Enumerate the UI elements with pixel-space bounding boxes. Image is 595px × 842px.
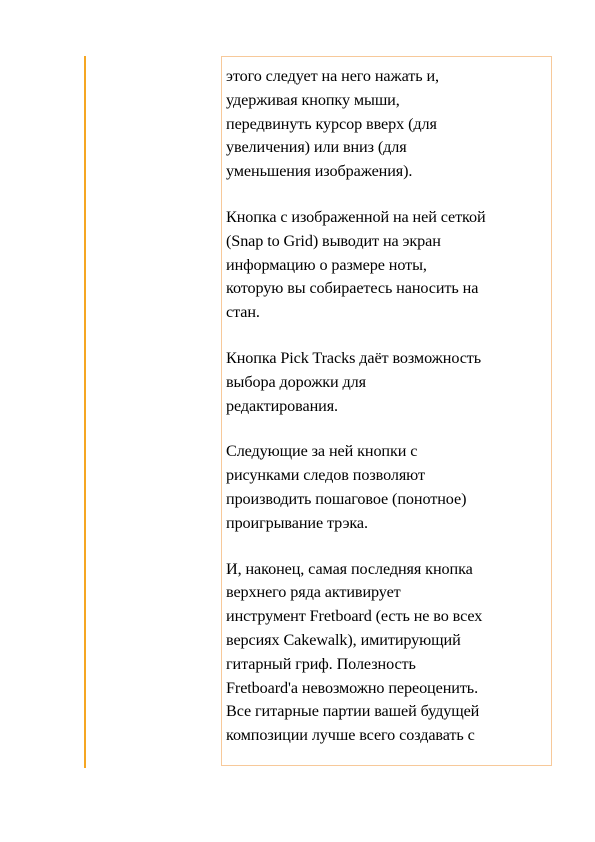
paragraph: Следующие за ней кнопки с рисунками следов позволяют производить пошаговое (понотное) проигрывание трэка. [226, 442, 467, 532]
paragraph: Кнопка Pick Tracks даёт возможность выбора дорожки для редактирования. [226, 348, 482, 415]
margin-rule [84, 56, 86, 768]
text-frame [221, 56, 552, 766]
paragraph: И, наконец, самая последняя кнопка верхнего ряда активирует инструмент Fretboard (есть не во всех версиях Cakewalk), имитирующий гитарный гриф. Полезность Fretboard'а невозможно переоценить. Все гитарные партии вашей будущей композиции лучше всего создавать с [226, 559, 483, 745]
paragraph: этого следует на него нажать и, удерживая кнопку мыши, передвинуть курсор вверх (для увеличения) или вниз (для уменьшения изображения). [226, 67, 439, 181]
paragraph: Кнопка с изображенной на ней сеткой (Snap to Grid) выводит на экран информацию о размере ноты, которую вы собираетесь наносить на стан. [226, 207, 486, 322]
